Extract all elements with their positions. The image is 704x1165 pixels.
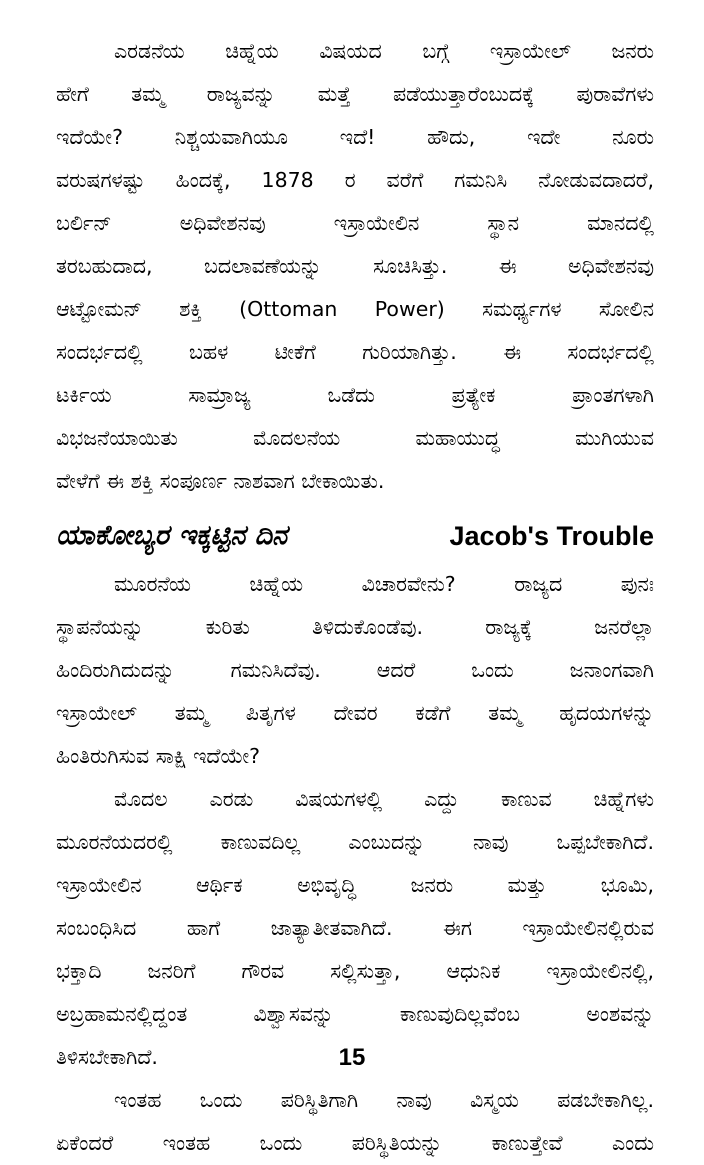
paragraph-third-sign	[56, 563, 654, 778]
text-line: ಇಂತಹ ಒಂದು ಪರಿಸ್ಥಿತಿಗಾಗಿ ನಾವು ವಿಸ್ಮಯ ಪಡಬೇಕಾಗಿಲ್ಲ.	[114, 1088, 654, 1112]
section-heading-kannada: ಯಾಕೋಬ್ಯರ ಇಕ್ಕಟ್ಟಿನ ದಿನ	[56, 520, 288, 551]
paragraph-such-situation	[56, 1079, 654, 1165]
text-line: ಇಸ್ರಾಯೇಲ್ ತಮ್ಮ ಪಿತೃಗಳ ದೇವರ ಕಡೆಗೆ ತಮ್ಮ ಹೃದಯಗಳನ್ನು	[56, 701, 654, 725]
text-line: ಸ್ಥಾಪನೆಯನ್ನು ಕುರಿತು ತಿಳಿದುಕೊಂಡೆವು. ರಾಜ್ಯಕ್ಕೆ ಜನರೆಲ್ಲಾ	[56, 615, 654, 639]
text-line: ಏಕೆಂದರೆ ಇಂತಹ ಒಂದು ಪರಿಸ್ಥಿತಿಯನ್ನು ಕಾಣುತ್ತೇವೆ ಎಂದು	[56, 1131, 654, 1155]
text-line: ಅಬ್ರಹಾಮನಲ್ಲಿದ್ದಂತ ವಿಶ್ವಾಸವನ್ನು ಕಾಣುವುದಿಲ್ಲವೆಂಬ ಅಂಶವನ್ನು	[56, 1002, 654, 1026]
text-line: ಟರ್ಕಿಯ ಸಾಮ್ರಾಜ್ಯ ಒಡೆದು ಪ್ರತ್ಯೇಕ ಪ್ರಾಂತಗಳಾಗಿ	[56, 383, 654, 407]
section-heading-english: Jacob's Trouble	[449, 521, 654, 551]
text-line: ಭಕ್ತಾದಿ ಜನರಿಗೆ ಗೌರವ ಸಲ್ಲಿಸುತ್ತಾ, ಆಧುನಿಕ ಇಸ್ರಾಯೇಲಿನಲ್ಲಿ,	[56, 959, 654, 983]
text-line: ತಿಳಿಸಬೇಕಾಗಿದೆ.	[56, 1045, 158, 1069]
page-number: 15	[338, 1044, 366, 1071]
text-line: ಇಸ್ರಾಯೇಲಿನ ಆರ್ಥಿಕ ಅಭಿವೃದ್ಧಿ ಜನರು ಮತ್ತು ಭೂಮಿ,	[56, 873, 654, 897]
text-line: ಮೂರನೆಯ ಚಿಹ್ನೆಯ ವಿಚಾರವೇನು? ರಾಜ್ಯದ ಪುನಃ	[114, 572, 654, 596]
text-line: ಎರಡನೆಯ ಚಿಹ್ನೆಯ ವಿಷಯದ ಬಗ್ಗೆ ಇಸ್ರಾಯೇಲ್ ಜನರು	[114, 39, 654, 63]
text-line: ಮೂರನೆಯದರಲ್ಲಿ ಕಾಣುವದಿಲ್ಲ ಎಂಬುದನ್ನು ನಾವು ಒಪ್ಪಬೇಕಾಗಿದೆ.	[56, 830, 654, 854]
text-line: ಹಿಂದಿರುಗಿದುದನ್ನು ಗಮನಿಸಿದೆವು. ಆದರೆ ಒಂದು ಜನಾಂಗವಾಗಿ	[56, 658, 654, 682]
paragraph-berlin-congress	[56, 30, 654, 503]
section-heading	[56, 513, 654, 559]
text-line: ಬರ್ಲಿನ್ ಅಧಿವೇಶನವು ಇಸ್ರಾಯೇಲಿನ ಸ್ಥಾನ ಮಾನದಲ್ಲಿ	[56, 211, 654, 235]
text-line: ಆಟ್ಟೋಮನ್ ಶಕ್ತಿ (Ottoman Power) ಸಮರ್ಥ್ಯಗಳ ಸೋಲಿನ	[56, 297, 654, 321]
text-line: ಹಿಂತಿರುಗಿಸುವ ಸಾಕ್ಷಿ ಇದೆಯೇ?	[56, 744, 261, 768]
text-line: ತರಬಹುದಾದ, ಬದಲಾವಣೆಯನ್ನು ಸೂಚಿಸಿತ್ತು. ಈ ಅಧಿವೇಶನವು	[56, 254, 654, 278]
text-line: ವೇಳೆಗೆ ಈ ಶಕ್ತಿ ಸಂಪೂರ್ಣ ನಾಶವಾಗ ಬೇಕಾಯಿತು.	[56, 469, 385, 493]
text-line: ಹೇಗೆ ತಮ್ಮ ರಾಜ್ಯವನ್ನು ಮತ್ತೆ ಪಡೆಯುತ್ತಾರೆಂಬುದಕ್ಕೆ ಪುರಾವೆಗಳು	[56, 82, 654, 106]
text-line: ಮೊದಲ ಎರಡು ವಿಷಯಗಳಲ್ಲಿ ಎದ್ದು ಕಾಣುವ ಚಿಹ್ನೆಗಳು	[114, 787, 654, 811]
paragraph-first-two-signs	[56, 778, 654, 1079]
text-line: ಸಂದರ್ಭದಲ್ಲಿ ಬಹಳ ಟೀಕೆಗೆ ಗುರಿಯಾಗಿತ್ತು. ಈ ಸಂದರ್ಭದಲ್ಲಿ	[56, 340, 654, 364]
text-line: ವಿಭಜನೆಯಾಯಿತು ಮೊದಲನೆಯ ಮಹಾಯುದ್ಧ ಮುಗಿಯುವ	[56, 426, 654, 450]
text-line: ವರುಷಗಳಷ್ಟು ಹಿಂದಕ್ಕೆ, 1878 ರ ವರೆಗೆ ಗಮನಿಸಿ ನೋಡುವದಾದರೆ,	[56, 168, 654, 192]
text-line: ಸಂಬಂಧಿಸಿದ ಹಾಗೆ ಜಾತ್ಯಾತೀತವಾಗಿದೆ. ಈಗ ಇಸ್ರಾಯೇಲಿನಲ್ಲಿರುವ	[56, 916, 654, 940]
text-line: ಇದೆಯೇ? ನಿಶ್ಚಯವಾಗಿಯೂ ಇದೆ! ಹೌದು, ಇದೇ ನೂರು	[56, 125, 654, 149]
